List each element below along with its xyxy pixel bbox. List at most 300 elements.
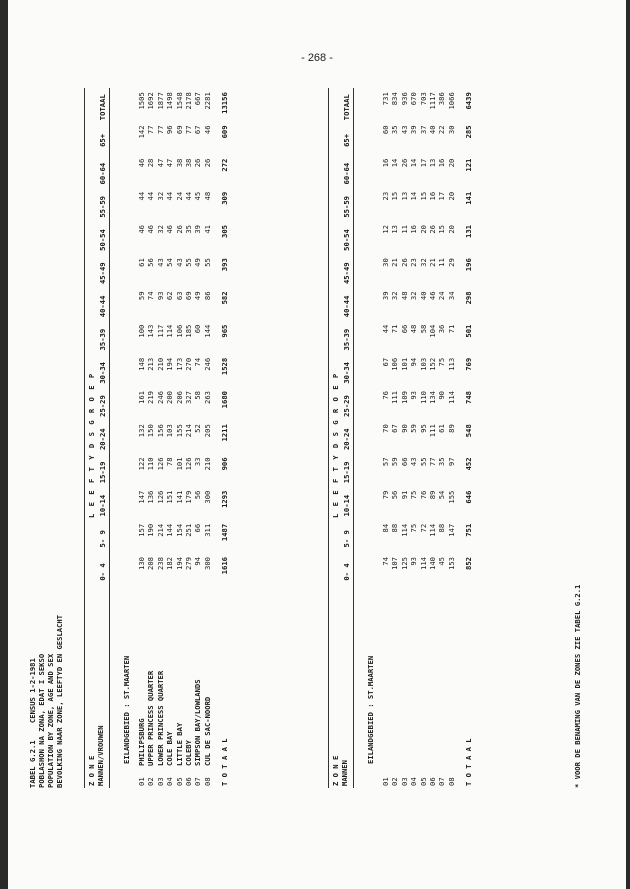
table-cell: 26	[174, 225, 184, 234]
table-cell: 144	[165, 523, 175, 537]
table-cell: 93	[409, 557, 419, 566]
table-cell: 94	[409, 357, 419, 367]
table-cell: 703	[418, 92, 428, 106]
table-cell: 667	[193, 92, 203, 106]
table-cell: 89	[428, 490, 438, 500]
table-cell: 114	[428, 523, 438, 537]
table-row	[390, 88, 399, 788]
total-cell: 769	[464, 357, 474, 371]
table-cell: 55	[202, 258, 212, 267]
table-cell: 114	[446, 391, 456, 404]
table-cell: 88	[437, 523, 447, 533]
table-cell: 59	[390, 457, 400, 467]
table-cell: 32	[409, 291, 419, 301]
table-cell: 47	[155, 158, 165, 168]
total-cell: 285	[464, 125, 474, 139]
column-header: 5- 9	[342, 530, 351, 548]
table-cell: 246	[202, 357, 212, 371]
table-cell: 47	[165, 158, 175, 168]
zone-label: Z O N E MANNEN/VROUWEN	[87, 725, 106, 786]
table-cell: 15	[418, 191, 428, 201]
table-cell: 670	[409, 92, 419, 106]
table-cell: 2281	[202, 92, 212, 110]
table-cell: 59	[409, 424, 419, 433]
zone-code: 07	[193, 777, 203, 786]
zone-code: 03	[399, 777, 409, 786]
column-header: TOTAAL	[98, 94, 107, 121]
island-title: EILANDGEBIED : ST.MAARTEN	[122, 655, 131, 764]
table-cell: 71	[446, 324, 456, 334]
document-page	[8, 0, 626, 889]
table-cell: 213	[146, 357, 156, 371]
table-cell: 40	[418, 291, 428, 301]
table-cell: 43	[399, 125, 409, 135]
table-cell: 41	[202, 225, 212, 234]
table-cell: 55	[184, 258, 194, 267]
table-cell: 150	[146, 424, 156, 438]
zone-name: CUL DE SAC-NOORD	[202, 696, 212, 766]
table-cell: 210	[202, 457, 212, 471]
table-cell: 147	[446, 523, 456, 537]
zone-name: COLEBY	[184, 740, 194, 766]
zone-name: LITTLE BAY	[174, 722, 184, 766]
table-cell: 93	[409, 391, 419, 400]
table-cell: 14	[409, 158, 419, 168]
zone-code: 03	[155, 777, 165, 786]
table-cell: 37	[418, 125, 428, 135]
table-cell: 48	[399, 291, 409, 301]
table-cell: 1548	[174, 92, 184, 110]
total-label: T O T A A L	[220, 738, 230, 786]
total-cell: 1487	[220, 523, 230, 542]
table-cell: 33	[193, 457, 203, 467]
zone-code: 02	[146, 777, 156, 786]
table-cell: 190	[146, 523, 156, 537]
column-headers	[98, 88, 108, 788]
column-header: 25-29	[342, 395, 351, 417]
table-cell: 126	[155, 490, 165, 504]
table-cell: 88	[390, 523, 400, 533]
column-header: 10-14	[342, 494, 351, 517]
table-cell: 24	[174, 191, 184, 201]
header-line-1: TABEL G.2.1 CENSUS 1-2-1981	[28, 658, 37, 788]
table-cell: 132	[137, 424, 147, 438]
table-cell: 106	[174, 324, 184, 338]
table-cell: 155	[446, 490, 456, 504]
table-cell: 39	[409, 125, 419, 135]
table-header	[28, 615, 64, 788]
table-cell: 44	[165, 191, 175, 201]
column-header: 15-19	[342, 461, 351, 484]
header-line-3: POPULATION BY ZONE, AGE AND SEX	[46, 653, 56, 788]
total-row	[220, 88, 229, 788]
table-cell: 38	[174, 158, 184, 168]
table-cell: 114	[399, 523, 409, 537]
table-row	[193, 88, 202, 788]
table-cell: 144	[202, 324, 212, 338]
column-header: 40-44	[98, 295, 107, 318]
total-cell: 1293	[220, 490, 230, 508]
table-cell: 67	[193, 125, 203, 135]
table-cell: 20	[446, 158, 456, 168]
table-cell: 35	[437, 457, 447, 467]
total-cell: 548	[464, 424, 474, 438]
total-cell: 751	[464, 523, 474, 537]
table-cell: 54	[165, 258, 175, 267]
table-cell: 43	[174, 258, 184, 267]
table-cell: 300	[202, 490, 212, 504]
table-cell: 76	[418, 490, 428, 500]
table-cell: 20	[418, 225, 428, 234]
table-cell: 49	[193, 291, 203, 301]
total-cell: 965	[220, 324, 230, 338]
table-cell: 147	[137, 490, 147, 504]
zone-name: LOWER PRINCESS QUARTER	[155, 670, 165, 766]
table-cell: 90	[437, 391, 447, 400]
table-row	[156, 88, 165, 788]
table-cell: 58	[193, 391, 203, 400]
table-cell: 70	[381, 424, 391, 433]
table-cell: 214	[155, 523, 165, 537]
table-cell: 1877	[155, 92, 165, 110]
page-number: - 268 -	[301, 52, 333, 64]
total-row	[464, 88, 473, 788]
table-cell: 39	[193, 225, 203, 234]
table-cell: 66	[399, 457, 409, 467]
table-cell: 22	[437, 125, 447, 135]
table-cell: 148	[137, 357, 147, 371]
table-cell: 110	[418, 391, 428, 404]
table-cell: 113	[446, 357, 456, 371]
table-cell: 49	[193, 258, 203, 267]
column-header: 65+	[342, 133, 351, 147]
table-cell: 46	[165, 225, 175, 234]
table-cell: 46	[146, 225, 156, 234]
table-cell: 206	[174, 391, 184, 404]
table-cell: 43	[155, 258, 165, 267]
table-cell: 106	[390, 357, 400, 371]
table-cell: 46	[137, 158, 147, 168]
zone-label: Z O N E MANNEN	[331, 755, 350, 786]
table-cell: 194	[165, 357, 175, 371]
table-cell: 59	[137, 291, 147, 301]
table-cell: 152	[428, 357, 438, 371]
column-header: TOTAAL	[342, 94, 351, 121]
footnote: * VOOR DE BENAMING VAN DE ZONES ZIE TABEL G.2.1	[573, 584, 582, 788]
table-cell: 97	[446, 457, 456, 467]
table-cell: 75	[409, 523, 419, 533]
table-cell: 13	[399, 191, 409, 201]
table-cell: 38	[184, 158, 194, 168]
table-cell: 1066	[446, 92, 456, 110]
table-cell: 12	[381, 225, 391, 234]
table-cell: 15	[437, 225, 447, 234]
table-cell: 109	[399, 391, 409, 404]
table-cell: 185	[184, 324, 194, 338]
table-cell: 44	[137, 191, 147, 201]
table-cell: 156	[155, 424, 165, 438]
total-cell: 298	[464, 291, 474, 305]
table-cell: 44	[381, 324, 391, 334]
table-cell: 214	[184, 424, 194, 438]
table-cell: 111	[428, 424, 438, 438]
total-cell: 1616	[220, 557, 230, 575]
zone-code: 06	[428, 777, 438, 786]
column-header: 0- 4	[98, 563, 107, 581]
total-cell: 609	[220, 125, 230, 139]
table-cell: 122	[137, 457, 147, 471]
table-cell: 30	[381, 258, 391, 267]
total-cell: 309	[220, 191, 230, 205]
table-cell: 103	[165, 424, 175, 438]
table-cell: 15	[390, 191, 400, 201]
zone-code: 02	[390, 777, 400, 786]
table-cell: 101	[399, 357, 409, 371]
table-cell: 210	[155, 357, 165, 371]
table-cell: 35	[184, 225, 194, 234]
table-cell: 101	[174, 457, 184, 471]
table-cell: 11	[437, 258, 447, 267]
age-group-header: L E E F T Y D S G R O E P	[87, 372, 96, 518]
table-cell: 2178	[184, 92, 194, 110]
table-cell: 110	[146, 457, 156, 471]
total-cell: 906	[220, 457, 230, 471]
table-row	[203, 88, 212, 788]
table-cell: 48	[202, 191, 212, 201]
table-cell: 126	[184, 457, 194, 471]
table-cell: 270	[184, 357, 194, 371]
table-rows	[381, 88, 456, 788]
table-cell: 77	[184, 125, 194, 135]
table-cell: 72	[418, 523, 428, 533]
table-cell: 205	[202, 424, 212, 438]
total-cell: 748	[464, 391, 474, 404]
table-cell: 45	[193, 191, 203, 201]
table-row	[419, 88, 428, 788]
table-cell: 251	[184, 523, 194, 537]
table-cell: 30	[446, 125, 456, 135]
table-cell: 60	[193, 324, 203, 334]
table-row	[409, 88, 418, 788]
table-cell: 104	[428, 324, 438, 338]
column-header: 55-59	[342, 196, 351, 218]
table-cell: 32	[155, 225, 165, 234]
table-cell: 34	[446, 291, 456, 301]
table-cell: 61	[137, 258, 147, 267]
column-header: 45-49	[342, 262, 351, 285]
table-cell: 26	[399, 258, 409, 267]
table-cell: 39	[381, 291, 391, 301]
total-cell: 305	[220, 225, 230, 238]
table-cell: 136	[146, 490, 156, 504]
table-cell: 16	[437, 158, 447, 168]
column-header: 65+	[98, 133, 107, 147]
header-line-4: BEVOLKING NAAR ZONE, LEEFTYD EN GESLACHT	[55, 614, 65, 788]
table-cell: 157	[137, 523, 147, 537]
column-header: 55-59	[98, 196, 107, 218]
table-rows	[137, 88, 212, 788]
table-cell: 21	[428, 258, 438, 267]
table-cell: 84	[381, 523, 391, 533]
zone-code: 04	[409, 777, 419, 786]
table-cell: 134	[428, 391, 438, 404]
table-cell: 89	[446, 424, 456, 433]
table-cell: 23	[409, 258, 419, 267]
total-cell: 13156	[220, 92, 230, 114]
table-cell: 154	[174, 523, 184, 537]
table-cell: 28	[146, 158, 156, 168]
table-cell: 194	[174, 557, 184, 570]
column-header: 5- 9	[98, 530, 107, 548]
table-cell: 17	[418, 158, 428, 168]
table-cell: 95	[418, 424, 428, 433]
column-header: 40-44	[342, 295, 351, 318]
total-cell: 196	[464, 258, 474, 272]
table-cell: 24	[437, 291, 447, 301]
table-row	[428, 88, 437, 788]
table-cell: 114	[165, 324, 175, 338]
table-cell: 143	[146, 324, 156, 338]
table-cell: 107	[390, 557, 400, 570]
table-cell: 91	[399, 490, 409, 500]
table-cell: 208	[146, 557, 156, 570]
table-cell: 69	[184, 291, 194, 301]
column-header: 30-34	[98, 362, 107, 384]
table-cell: 327	[184, 391, 194, 404]
total-cell: 646	[464, 490, 474, 504]
table-cell: 46	[428, 291, 438, 301]
table-cell: 29	[446, 258, 456, 267]
table-cell: 219	[146, 391, 156, 404]
table-cell: 111	[390, 391, 400, 404]
table-cell: 54	[437, 490, 447, 500]
table-cell: 46	[202, 125, 212, 135]
table-cell: 55	[418, 457, 428, 467]
total-cell: 1211	[220, 424, 230, 442]
column-header: 0- 4	[342, 563, 351, 581]
island-title: EILANDGEBIED : ST.MAARTEN	[366, 655, 375, 764]
table-cell: 45	[437, 557, 447, 566]
table-cell: 731	[381, 92, 391, 106]
table-cell: 142	[137, 125, 147, 139]
table-cell: 32	[390, 291, 400, 301]
table-cell: 52	[193, 424, 203, 433]
zone-name: COLE BAY	[165, 731, 175, 766]
table-cell: 1498	[165, 92, 175, 110]
table-cell: 130	[137, 557, 147, 570]
table-cell: 117	[155, 324, 165, 338]
table-row	[400, 88, 409, 788]
total-cell: 272	[220, 158, 230, 172]
zone-code: 04	[165, 777, 175, 786]
table-cell: 77	[155, 125, 165, 135]
rotated-table-block	[28, 58, 588, 818]
table-row	[437, 88, 446, 788]
table-cell: 300	[202, 557, 212, 570]
table-cell: 75	[437, 357, 447, 367]
zone-code: 01	[381, 777, 391, 786]
total-cell: 6439	[464, 92, 474, 110]
column-header: 30-34	[342, 362, 351, 384]
zone-name: UPPER PRINCESS QUARTER	[146, 670, 156, 766]
table-cell: 62	[165, 291, 175, 301]
table-cell: 20	[446, 191, 456, 201]
column-header-bar	[328, 88, 354, 788]
table-cell: 126	[155, 457, 165, 471]
table-cell: 246	[155, 391, 165, 404]
table-cell: 179	[184, 490, 194, 504]
table-cell: 26	[202, 158, 212, 168]
table-cell: 32	[418, 258, 428, 267]
table-total-population	[84, 88, 230, 788]
table-cell: 66	[399, 324, 409, 334]
table-cell: 96	[165, 125, 175, 135]
table-cell: 200	[165, 391, 175, 404]
zone-name: PHILIPSBURG	[137, 718, 147, 766]
table-cell: 46	[137, 225, 147, 234]
table-cell: 140	[428, 557, 438, 570]
table-cell: 23	[381, 191, 391, 201]
table-cell: 20	[446, 225, 456, 234]
zone-code: 05	[418, 777, 428, 786]
total-cell: 141	[464, 191, 474, 205]
table-cell: 74	[381, 557, 391, 566]
table-cell: 1692	[146, 92, 156, 110]
table-cell: 16	[428, 191, 438, 201]
table-cell: 56	[390, 490, 400, 500]
table-cell: 834	[390, 92, 400, 106]
header-line-2: POBLASHON NA ZONA, EDAT I SEKSO	[37, 653, 47, 788]
table-cell: 79	[381, 490, 391, 500]
table-cell: 48	[409, 324, 419, 334]
zone-code: 08	[446, 777, 456, 786]
total-cell: 452	[464, 457, 474, 471]
table-row	[165, 88, 174, 788]
table-cell: 311	[202, 523, 212, 537]
total-cell: 582	[220, 291, 230, 305]
table-cell: 58	[418, 324, 428, 334]
table-cell: 56	[146, 258, 156, 267]
table-row	[381, 88, 390, 788]
table-cell: 94	[193, 557, 203, 566]
table-cell: 16	[409, 225, 419, 234]
total-cell: 131	[464, 225, 474, 238]
column-header: 50-54	[98, 229, 107, 251]
table-cell: 66	[193, 523, 203, 533]
table-cell: 43	[409, 457, 419, 467]
zone-code: 01	[137, 777, 147, 786]
table-cell: 13	[428, 158, 438, 168]
table-cell: 14	[409, 191, 419, 201]
total-cell: 1680	[220, 391, 230, 409]
total-label: T O T A A L	[464, 738, 474, 786]
table-cell: 75	[409, 490, 419, 500]
table-cell: 16	[381, 158, 391, 168]
table-cell: 67	[390, 424, 400, 433]
zone-code: 07	[437, 777, 447, 786]
column-header: 35-39	[342, 328, 351, 351]
table-cell: 936	[399, 92, 409, 106]
table-cell: 14	[390, 158, 400, 168]
zone-code: 08	[202, 777, 212, 786]
table-cell: 57	[381, 457, 391, 467]
column-header: 50-54	[342, 229, 351, 251]
table-cell: 1117	[428, 92, 438, 110]
table-cell: 76	[381, 391, 391, 400]
table-cell: 182	[165, 557, 175, 570]
table-cell: 161	[137, 391, 147, 404]
table-row	[146, 88, 155, 788]
